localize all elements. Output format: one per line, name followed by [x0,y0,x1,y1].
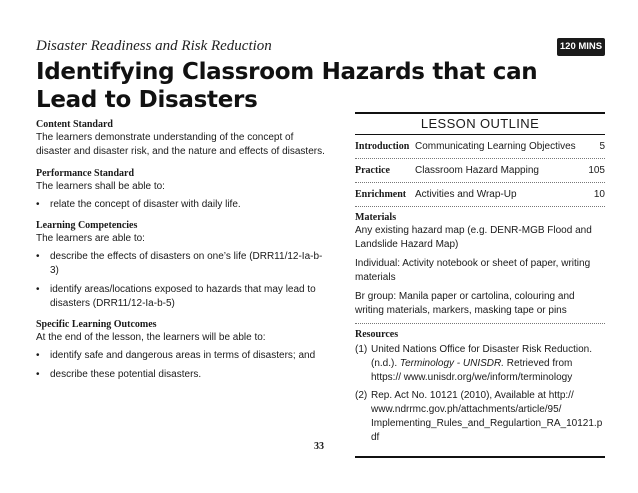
resource-item [355,389,605,445]
materials-item: Br group: Manila paper or cartolina, colouring and writing materials, markers, masking tape or pins [355,291,575,316]
list-item: • identify areas/locations exposed to hazards that may lead to disasters (DRR11/12-Ia-b-5) [36,283,326,311]
lesson-outline [355,112,605,458]
outline-row [355,159,605,183]
learning-competencies-list [36,250,326,311]
lesson-outline-title: LESSON OUTLINE [355,112,605,135]
materials-item: Individual: Activity notebook or sheet of paper, writing materials [355,258,591,283]
materials-heading: Materials [355,212,397,223]
resource-number: (1) [355,344,368,355]
materials-section [355,207,605,324]
resource-title: Terminology - UNISDR. [399,358,505,369]
resource-text [371,343,605,385]
resource-number: (2) [355,390,368,401]
resource-text: Rep. Act No. 10121 (2010), Available at http:// www.ndrrmc.gov.ph/attachments/article/95/ Implementing_Rules_and_Regulartion_RA_10121.pdf [371,390,603,443]
outline-row-label: Practice [355,164,390,176]
page-number: 33 [314,441,324,452]
list-item: • describe the effects of disasters on one’s life (DRR11/12-Ia-b-3) [36,250,326,278]
resource-text-part: Retrieved from https:// www.unisdr.org/we/inform/terminology [371,358,573,383]
performance-standard-intro: The learners shall be able to: [36,181,165,192]
learning-competencies-intro: The learners are able to: [36,233,145,244]
outline-row-label: Enrichment [355,188,407,200]
outline-end-rule [355,456,605,458]
outline-row-activity: Communicating Learning Objectives [415,140,576,152]
resource-item [355,343,605,385]
learning-competencies-heading: Learning Competencies [36,220,138,231]
subject-title: Disaster Readiness and Risk Reduction [36,38,272,54]
resources-heading: Resources [355,329,399,340]
lesson-title: Identifying Classroom Hazards that can Lead to Disasters [36,59,538,113]
outline-row-activity: Classroom Hazard Mapping [415,164,539,176]
list-item: • relate the concept of disaster with daily life. [36,198,326,212]
outline-row-activity: Activities and Wrap-Up [415,188,517,200]
outline-row [355,183,605,207]
materials-item: Any existing hazard map (e.g. DENR-MGB Flood and Landslide Hazard Map) [355,225,592,250]
specific-outcomes-list [36,349,326,382]
outline-row-minutes: 5 [599,140,605,152]
outline-row-minutes: 105 [588,164,605,176]
content-standard-heading: Content Standard [36,119,113,130]
outline-row-minutes: 10 [593,188,605,200]
resources-list [355,343,605,445]
duration-badge: 120 MINS [557,38,605,56]
performance-standard-heading: Performance Standard [36,168,135,179]
specific-outcomes-heading: Specific Learning Outcomes [36,319,157,330]
content-standard-text: The learners demonstrate understanding of the concept of disaster and disaster risk, and the nature and effects of disasters. [36,132,325,157]
specific-outcomes-intro: At the end of the lesson, the learners will be able to: [36,332,266,343]
outline-row [355,135,605,159]
resource-text-part: United Nations Office for Disaster Risk Reduction. (n.d.). [371,344,593,369]
list-item: • describe these potential disasters. [36,368,326,382]
outline-row-label: Introduction [355,140,410,152]
performance-standard-list [36,198,326,212]
resources-section [355,324,605,454]
lesson-standards [36,118,326,387]
list-item: • identify safe and dangerous areas in terms of disasters; and [36,349,326,363]
